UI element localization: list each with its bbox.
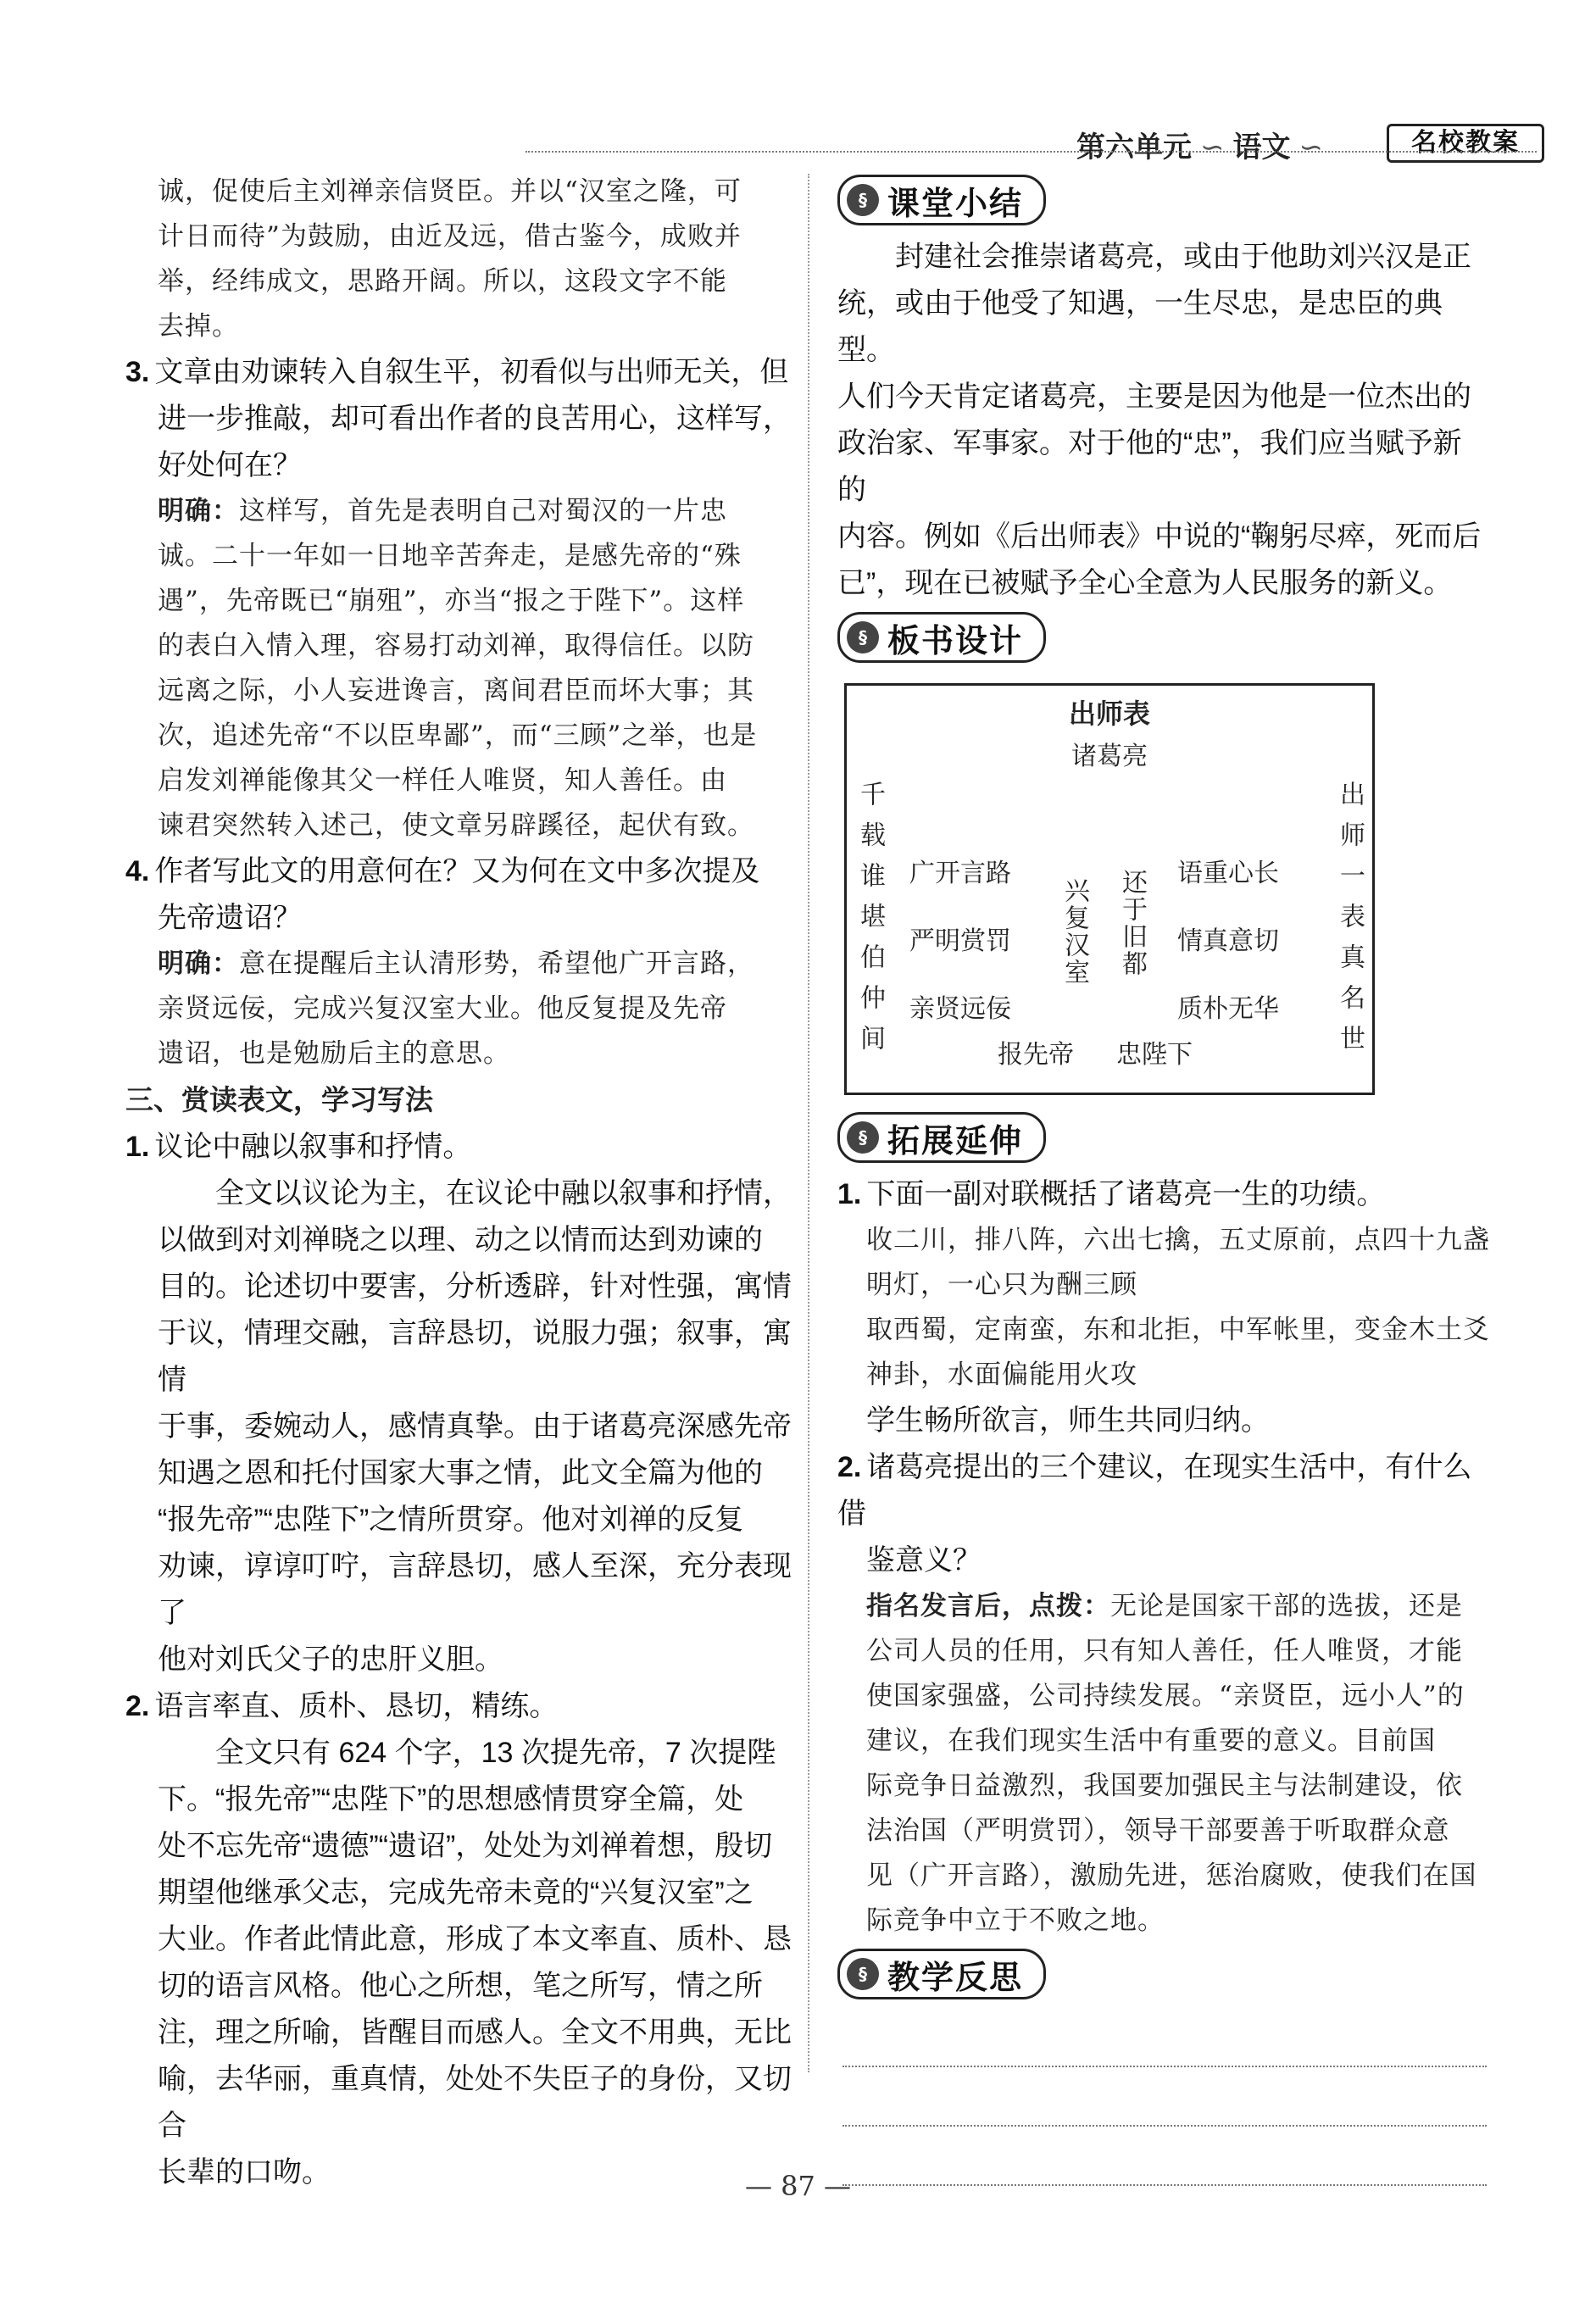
extension-tag <box>837 1112 1046 1163</box>
text-line: 遇”，先帝既已“崩殂”，亦当“报之于陛下”。这样 <box>158 586 745 616</box>
unit-label: 第六单元 <box>1076 131 1192 164</box>
item-number: 2. <box>837 1451 862 1483</box>
text-line: 全文以议论为主，在议论中融以叙事和抒情， <box>215 1177 792 1210</box>
tag-label: 拓展延伸 <box>887 1123 1024 1160</box>
text-line: 举，经纬成文，思路开阔。所以，这段文字不能 <box>158 266 727 297</box>
text-line: 次，追述先帝“不以臣卑鄙”，而“三顾”之举，也是 <box>158 720 758 751</box>
board-item: 亲贤远佞 <box>909 994 1011 1024</box>
tag-label: 板书设计 <box>887 623 1024 659</box>
answer-4 <box>125 942 810 1076</box>
board-left-vertical: 千载谁堪伯仲间 <box>855 781 885 1065</box>
text-line: 先帝遗诏？ <box>158 902 302 934</box>
text-line: 际竞争日益激烈，我国要加强民主与法制建设，依 <box>866 1771 1463 1801</box>
board-item: 语重心长 <box>1177 859 1279 888</box>
text-line: 切的语言风格。他心之所想，笔之所写，情之所 <box>158 1970 763 2002</box>
writing-line[interactable] <box>842 2066 1487 2067</box>
text-line: 无论是国家干部的选拔，还是 <box>1110 1591 1463 1621</box>
text-line: 的表白入情入理，容易打动刘禅，取得信任。以防 <box>158 631 754 661</box>
question-4 <box>125 848 810 1076</box>
section-badge-icon: § <box>847 1958 879 1990</box>
text-line: 于议，情理交融，言辞恳切，说服力强；叙事，寓情 <box>158 1317 792 1396</box>
text-line: 已”，现在已被赋予全心全意为人民服务的新义。 <box>837 567 1453 599</box>
point-number: 1. <box>125 1131 150 1163</box>
point-2 <box>125 1683 810 2196</box>
point-1-body <box>125 1171 810 1683</box>
extension-2-question <box>837 1444 1490 1584</box>
tag-label: 课堂小结 <box>887 186 1024 222</box>
brand-logo: 名校教案 <box>1387 124 1544 163</box>
text-line: 取西蜀，定南蛮，东和北拒，中军帐里，变金木土爻 <box>866 1315 1490 1345</box>
text-line: 公司人员的任用，只有知人善任，任人唯贤，才能 <box>866 1636 1463 1666</box>
page-header <box>0 0 1596 170</box>
text-line: 亲贤远佞，完成兴复汉室大业。他反复提及先帝 <box>158 993 727 1024</box>
left-column <box>125 170 810 2196</box>
text-line: 目的。论述切中要害，分析透辟，针对性强，寓情 <box>158 1271 792 1303</box>
summary-paragraph <box>837 234 1490 607</box>
header-divider <box>526 151 1537 153</box>
answer-label: 明确： <box>158 496 239 526</box>
board-item: 报先帝 <box>998 1040 1074 1070</box>
text-line: 去掉。 <box>158 311 239 342</box>
couplet <box>837 1218 1490 1398</box>
answer-3 <box>125 489 810 848</box>
text-line: 使国家强盛，公司持续发展。“亲贤臣，远小人”的 <box>866 1681 1465 1711</box>
intro-paragraph <box>158 170 810 349</box>
board-item: 忠陛下 <box>1116 1040 1193 1070</box>
tag-label: 教学反思 <box>887 1960 1024 1996</box>
text-line: 进一步推敲，却可看出作者的良苦用心，这样写， <box>158 403 792 435</box>
point-2-body <box>125 1730 810 2196</box>
text-line: 诚。二十一年如一日地辛苦奔走，是感先帝的“殊 <box>158 541 742 571</box>
text-line: 封建社会推崇诸葛亮，或由于他助刘兴汉是正 <box>895 241 1471 273</box>
text-line: 谏君突然转入述己，使文章另辟蹊径，起伏有致。 <box>158 810 754 841</box>
item-number: 1. <box>837 1178 862 1210</box>
answer-label: 指名发言后，点拨： <box>866 1591 1110 1621</box>
question-3 <box>125 349 810 848</box>
summary-tag <box>837 175 1046 225</box>
text-line: 这样写，首先是表明自己对蜀汉的一片忠 <box>239 496 727 526</box>
board-design-tag <box>837 612 1046 663</box>
text-line: 全文只有 624 个字，13 次提先帝，7 次提陛 <box>215 1737 776 1769</box>
point-number: 2. <box>125 1690 150 1722</box>
text-line: 以做到对刘禅晓之以理、动之以情而达到劝谏的 <box>158 1224 763 1256</box>
board-item: 质朴无华 <box>1177 994 1279 1024</box>
text-line: 明灯，一心只为酬三顾 <box>866 1270 1137 1300</box>
text-line: 大业。作者此情此意，形成了本文率直、质朴、恳 <box>158 1923 792 1955</box>
text-line: 处不忘先帝“遗德”“遗诏”，处处为刘禅着想，殷切 <box>158 1830 773 1862</box>
text-line: 作者写此文的用意何在？又为何在文中多次提及 <box>154 855 760 887</box>
extension-1 <box>837 1171 1490 1444</box>
text-line: 神卦，水面偏能用火攻 <box>866 1360 1137 1390</box>
header-title <box>1076 124 1332 165</box>
point-title: 议论中融以叙事和抒情。 <box>154 1131 472 1163</box>
text-line: 见（广开言路），激励先进，惩治腐败，使我们在国 <box>866 1860 1477 1891</box>
question-number: 4. <box>125 855 150 887</box>
text-line: 意在提醒后主认清形势，希望他广开言路， <box>239 948 754 979</box>
text-line: 他对刘氏父子的忠肝义胆。 <box>158 1643 503 1676</box>
text-line: 劝谏，谆谆叮咛，言辞恳切，感人至深，充分表现了 <box>158 1550 792 1629</box>
point-1 <box>125 1124 810 1683</box>
board-item: 情真意切 <box>1177 926 1279 956</box>
reflection-tag <box>837 1949 1046 1999</box>
text-line: 法治国（严明赏罚），领导干部要善于听取群众意 <box>866 1816 1450 1846</box>
text-line: 建议，在我们现实生活中有重要的意义。目前国 <box>866 1726 1436 1756</box>
extension-2-answer <box>837 1584 1490 1944</box>
text-line: 鉴意义？ <box>866 1544 982 1577</box>
text-line: 下。“报先帝”“忠陛下”的思想感情贯穿全篇，处 <box>158 1783 744 1816</box>
text-line: 政治家、军事家。对于他的“忠”，我们应当赋予新的 <box>837 427 1462 506</box>
text-line: 期望他继承父志，完成先帝未竟的“兴复汉室”之 <box>158 1877 754 1909</box>
text-line: 诸葛亮提出的三个建议，在现实生活中，有什么借 <box>837 1451 1472 1530</box>
board-author: 诸葛亮 <box>1071 742 1148 771</box>
text-line: 人们今天肯定诸葛亮，主要是因为他是一位杰出的 <box>837 381 1471 413</box>
item-title: 下面一副对联概括了诸葛亮一生的功绩。 <box>866 1178 1386 1210</box>
page-number: — 87 — <box>744 2170 852 2202</box>
subject-label: 语文 <box>1232 131 1291 164</box>
text-line: 诚，促使后主刘禅亲信贤臣。并以“汉室之隆，可 <box>158 176 742 207</box>
board-title: 出师表 <box>1068 698 1150 730</box>
text-line: 学生畅所欲言，师生共同归纳。 <box>866 1404 1270 1437</box>
text-line: “报先帝”“忠陛下”之情所贯穿。他对刘禅的反复 <box>158 1504 744 1536</box>
text-line: 注，理之所喻，皆醒目而感人。全文不用典，无比 <box>158 2016 792 2049</box>
text-line: 喻，去华丽，重真情，处处不失臣子的身份，又切合 <box>158 2063 792 2142</box>
text-line: 收二川，排八阵，六出七擒，五丈原前，点四十九盏 <box>866 1225 1490 1255</box>
text-line: 远离之际，小人妄进谗言，离间君臣而坏大事；其 <box>158 676 754 706</box>
point-title: 语言率直、质朴、恳切，精练。 <box>154 1690 559 1722</box>
text-line: 际竞争中立于不败之地。 <box>866 1905 1165 1936</box>
extension-2 <box>837 1444 1490 1944</box>
text-line: 于事，委婉动人，感情真挚。由于诸葛亮深感先帝 <box>158 1410 792 1443</box>
board-right-vertical: 出师一表真名世 <box>1335 781 1365 1065</box>
text-line: 遗诏，也是勉励后主的意思。 <box>158 1038 510 1069</box>
section-heading: 三、赏读表文，学习写法 <box>125 1084 433 1115</box>
writing-line[interactable] <box>842 2125 1487 2127</box>
board-center-left: 兴复汉室 <box>1059 877 1089 986</box>
right-column <box>837 170 1490 2186</box>
text-line: 知遇之恩和托付国家大事之情，此文全篇为他的 <box>158 1457 763 1489</box>
text-line: 文章由劝谏转入自叙生平，初看似与出师无关，但 <box>154 356 789 388</box>
blackboard-diagram <box>844 683 1375 1095</box>
board-item: 严明赏罚 <box>909 926 1011 956</box>
text-line: 统，或由于他受了知遇，一生尽忠，是忠臣的典型。 <box>837 287 1443 366</box>
text-line: 长辈的口吻。 <box>158 2156 331 2188</box>
text-line: 启发刘禅能像其父一样任人唯贤，知人善任。由 <box>158 765 727 796</box>
question-number: 3. <box>125 356 150 388</box>
text-line: 计日而待”为鼓励，由近及远，借古鉴今，成败并 <box>158 221 742 252</box>
text-line: 好处何在？ <box>158 449 302 481</box>
board-item: 广开言路 <box>909 859 1011 888</box>
question-3-text <box>125 349 810 489</box>
text-line: 内容。例如《后出师表》中说的“鞠躬尽瘁，死而后 <box>837 520 1482 553</box>
ornament-icon: ∽ <box>1200 131 1225 164</box>
board-center-right: 还于旧都 <box>1117 869 1147 977</box>
question-4-text <box>125 848 810 942</box>
ornament-icon: ∽ <box>1298 131 1323 164</box>
section-badge-icon: § <box>847 184 879 216</box>
section-badge-icon: § <box>847 621 879 653</box>
section-badge-icon: § <box>847 1121 879 1154</box>
answer-label: 明确： <box>158 948 239 979</box>
